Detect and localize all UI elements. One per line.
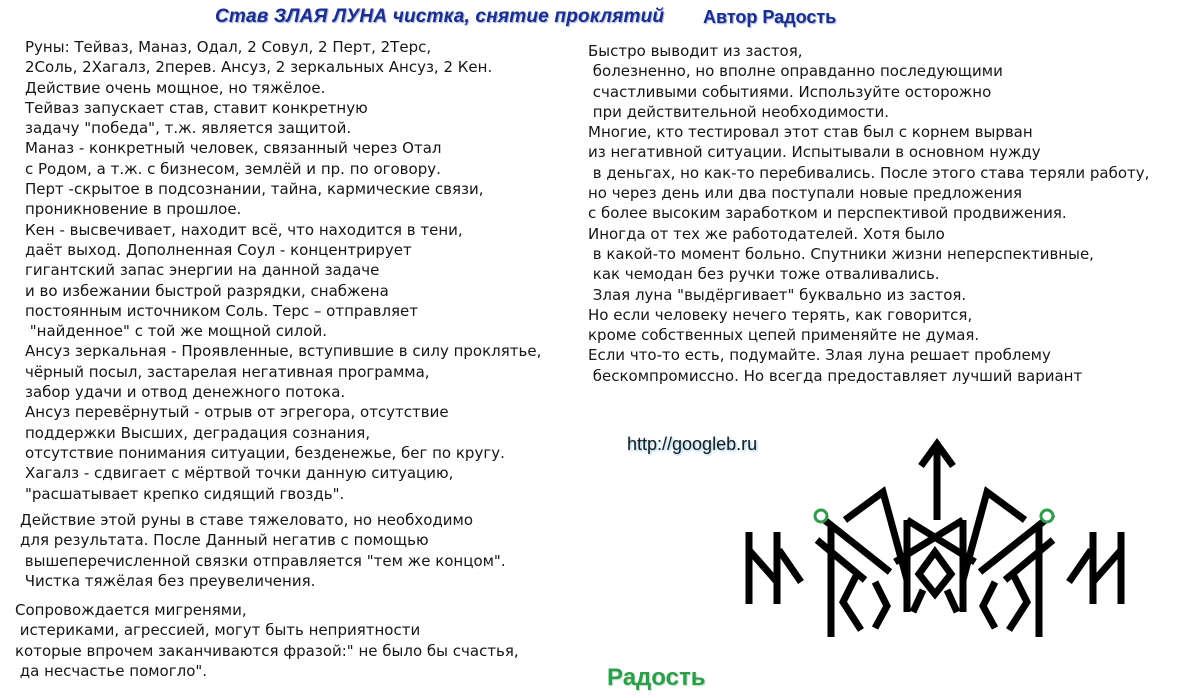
- text-line: "расшатывает крепко сидящий гвоздь".: [25, 484, 345, 503]
- text-line: в какой-то момент больно. Спутники жизни неперспективные,: [588, 244, 1094, 263]
- author-label: Автор Радость: [703, 7, 837, 27]
- text-line: чёрный посыл, застарелая негативная программа,: [25, 362, 430, 381]
- text-line: поддержки Высших, деградация сознания,: [25, 423, 371, 442]
- accent-dot-right: [1041, 510, 1053, 522]
- text-line: отсутствие понимания ситуации, безденежье, бег по кругу.: [25, 443, 505, 462]
- text-line: и во избежании быстрой разрядки, снабжена: [25, 281, 389, 300]
- accent-dot-left: [815, 510, 827, 522]
- text-line: Тейваз запускает став, ставит конкретную: [25, 98, 368, 117]
- text-line: Ансуз зеркальная - Проявленные, вступившие в силу проклятье,: [25, 342, 542, 361]
- left-text-block-runes: [25, 37, 541, 504]
- text-line: с более высоким заработком и перспективой продвижения.: [588, 204, 1067, 223]
- text-line: забор удачи и отвод денежного потока.: [25, 383, 346, 402]
- left-text-block-effect: [20, 510, 506, 591]
- text-line: гигантский запас энергии на данной задаче: [25, 261, 380, 280]
- text-line: Многие, кто тестировал этот став был с корнем вырван: [588, 123, 1033, 142]
- kenaz-perthro-runes: [843, 574, 1027, 630]
- text-line: Хагалз - сдвигает с мёртвой точки данную ситуацию,: [25, 464, 454, 483]
- author-signature: Радость: [607, 664, 706, 691]
- left-text-block-side-effects: [15, 600, 519, 681]
- text-line: Чистка тяжёлая без преувеличения.: [20, 571, 316, 590]
- text-line: Сопровождается мигренями,: [15, 601, 247, 619]
- teiwaz-arrow-rune: [921, 444, 953, 520]
- text-line: постоянным источником Соль. Терс – отправляет: [25, 301, 419, 320]
- text-line: Действие этой руны в ставе тяжеловато, но необходимо: [20, 511, 474, 529]
- text-line: кроме собственных цепей применяйте не думая.: [588, 326, 980, 345]
- text-line: Кен - высвечивает, находит всё, что находится в тени,: [25, 220, 463, 239]
- text-line: Руны: Тейваз, Маназ, Одал, 2 Совул, 2 Перт, 2Терс,: [25, 38, 432, 56]
- text-line: "найденное" с той же мощной силой.: [25, 322, 328, 341]
- text-line: Маназ - конкретный человек, связанный через Отал: [25, 139, 442, 158]
- text-line: даёт выход. Дополненная Соул - концентрирует: [25, 240, 412, 259]
- text-line: Ансуз перевёрнутый - отрыв от эгрегора, отсутствие: [25, 403, 449, 422]
- text-line: болезненно, но вполне оправданно последующими: [588, 62, 1003, 81]
- text-line: Быстро выводит из застоя,: [588, 42, 803, 60]
- text-line: бескомпромиссно. Но всегда предоставляет лучший вариант: [588, 366, 1083, 385]
- text-line: из негативной ситуации. Испытывали в основном нужду: [588, 143, 1041, 162]
- text-line: проникновение в прошлое.: [25, 200, 242, 219]
- right-text-block: [588, 41, 1149, 386]
- text-line: в деньгах, но как-то перебивались. После этого става теряли работу,: [588, 163, 1150, 182]
- text-line: Злая луна "выдёргивает" буквально из застоя.: [588, 285, 967, 304]
- website-url: http://googleb.ru: [627, 434, 758, 454]
- text-line: которые впрочем заканчиваются фразой:" не было бы счастья,: [15, 641, 519, 660]
- text-line: вышеперечисленной связки отправляется "тем же концом".: [20, 551, 506, 570]
- text-line: истериками, агрессией, могут быть неприятности: [15, 621, 421, 640]
- text-line: счастливыми событиями. Используйте осторожно: [588, 82, 992, 101]
- text-line: Но если человеку нечего терять, как говорится,: [588, 305, 973, 324]
- hagalaz-left-rune: [749, 532, 801, 604]
- text-line: для результата. После Данный негатив с помощью: [20, 531, 429, 550]
- othala-rune: [913, 552, 957, 612]
- text-line: 2Соль, 2Хагалз, 2перев. Ансуз, 2 зеркальных Ансуз, 2 Кен.: [25, 58, 493, 77]
- text-line: да несчастье помогло".: [15, 661, 208, 680]
- text-line: Иногда от тех же работодателей. Хотя было: [588, 224, 945, 243]
- text-line: Если что-то есть, подумайте. Злая луна решает проблему: [588, 346, 1051, 365]
- text-line: Перт -скрытое в подсознании, тайна, кармические связи,: [25, 180, 484, 199]
- text-line: с Родом, а т.ж. с бизнесом, землёй и пр. по оговору.: [25, 159, 441, 178]
- text-line: задачу "победа", т.ж. является защитой.: [25, 119, 352, 138]
- text-line: при действительной необходимости.: [588, 102, 890, 121]
- rune-stave-icon: [735, 432, 1135, 644]
- hagalaz-right-rune: [1069, 532, 1121, 604]
- text-line: как чемодан без ручки тоже отваливались.: [588, 265, 940, 284]
- text-line: но через день или два поступали новые предложения: [588, 184, 1023, 203]
- text-line: Действие очень мощное, но тяжёлое.: [25, 78, 326, 97]
- page-title: Став ЗЛАЯ ЛУНА чистка, снятие проклятий: [215, 6, 665, 27]
